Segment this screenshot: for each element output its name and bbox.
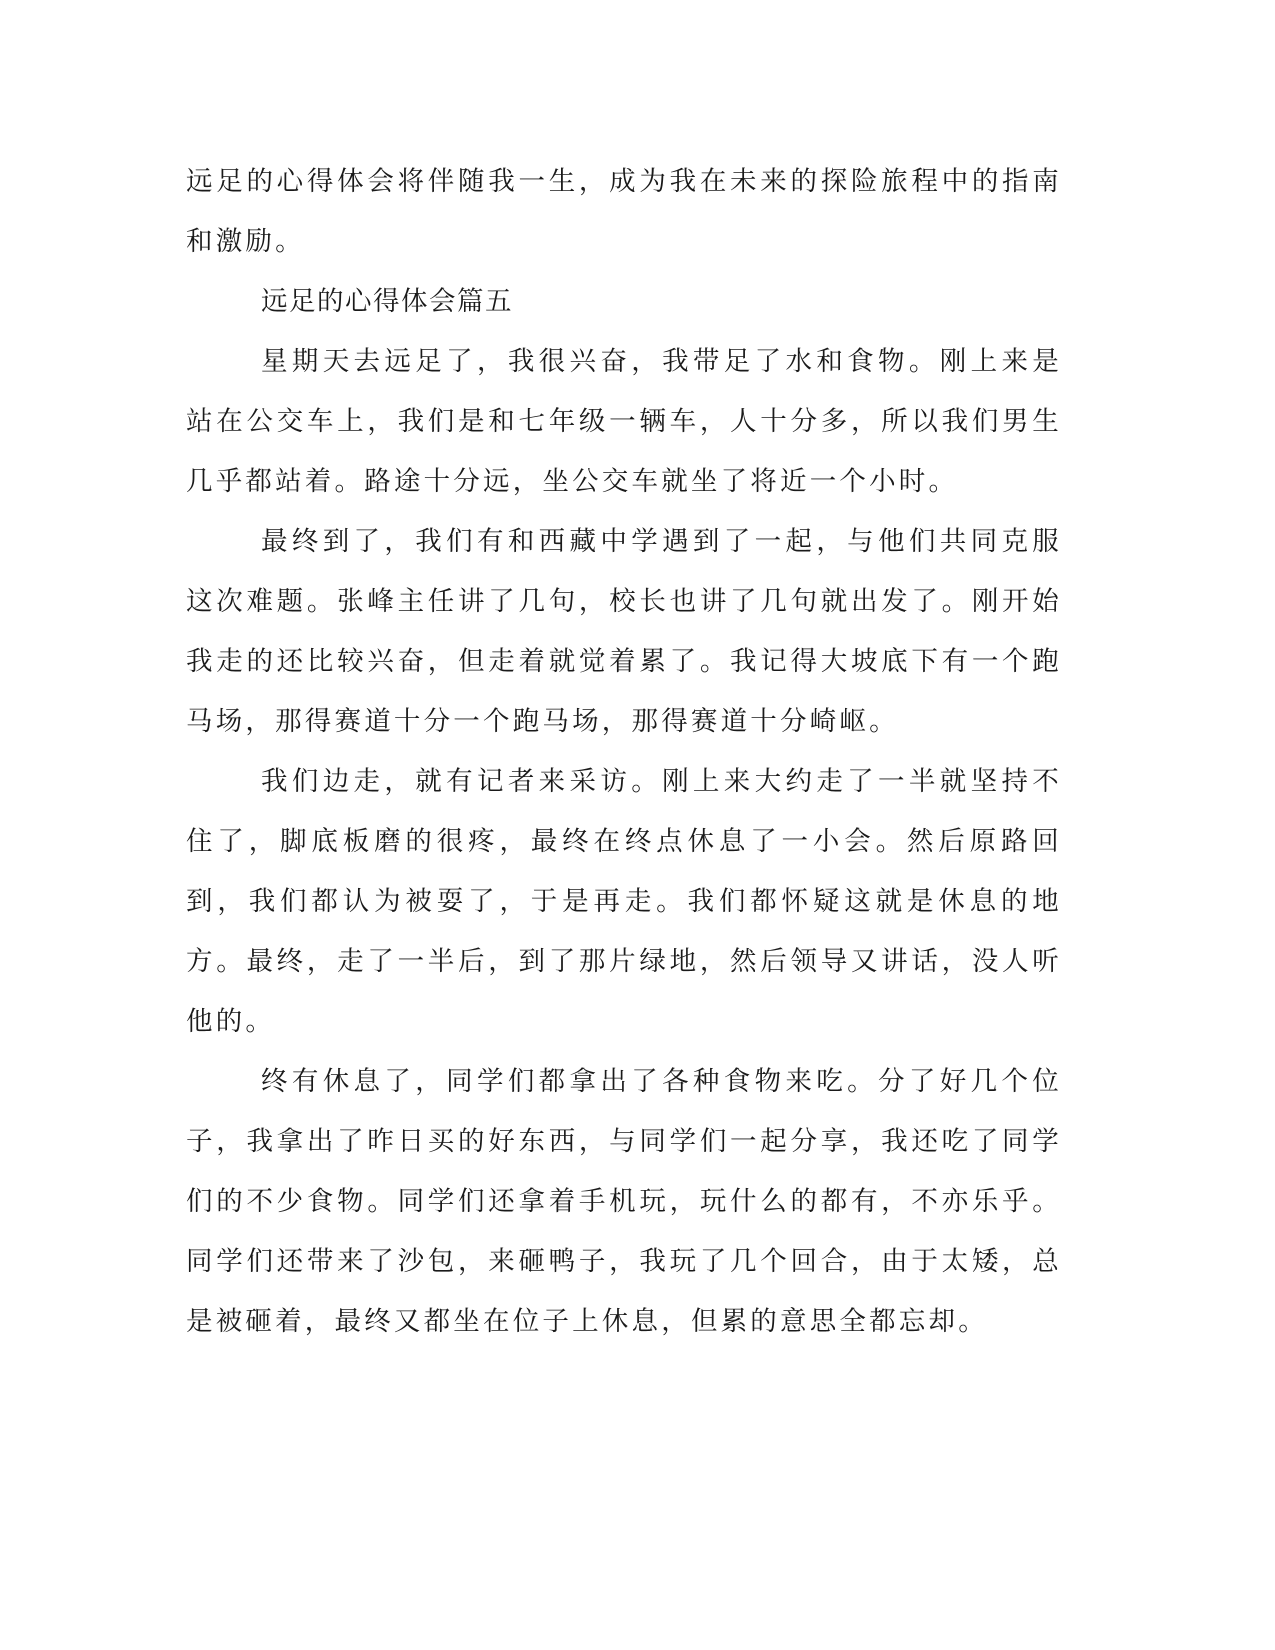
- paragraph: 我们边走，就有记者来采访。刚上来大约走了一半就坚持不住了，脚底板磨的很疼，最终在终点休息了一小会。然后原路回到，我们都认为被耍了，于是再走。我们都怀疑这就是休息的地方。最终，走了一半后，到了那片绿地，然后领导又讲话，没人听他的。: [186, 766, 1062, 1037]
- section-heading: 远足的心得体会篇五: [261, 286, 513, 317]
- paragraph: 终有休息了，同学们都拿出了各种食物来吃。分了好几个位子，我拿出了昨日买的好东西，与同学们一起分享，我还吃了同学们的不少食物。同学们还拿着手机玩，玩什么的都有，不亦乐乎。同学们还带来了沙包，来砸鸭子，我玩了几个回合，由于太矮，总是被砸着，最终又都坐在位子上休息，但累的意思全都忘却。: [186, 1066, 1062, 1337]
- paragraph-continuation: 远足的心得体会将伴随我一生，成为我在未来的探险旅程中的指南和激励。: [186, 166, 1062, 257]
- document-body: [186, 152, 1062, 1352]
- paragraph: 星期天去远足了，我很兴奋，我带足了水和食物。刚上来是站在公交车上，我们是和七年级一辆车，人十分多，所以我们男生几乎都站着。路途十分远，坐公交车就坐了将近一个小时。: [186, 346, 1062, 497]
- paragraph: 最终到了，我们有和西藏中学遇到了一起，与他们共同克服这次难题。张峰主任讲了几句，校长也讲了几句就出发了。刚开始我走的还比较兴奋，但走着就觉着累了。我记得大坡底下有一个跑马场，那得赛道十分一个跑马场，那得赛道十分崎岖。: [186, 526, 1062, 737]
